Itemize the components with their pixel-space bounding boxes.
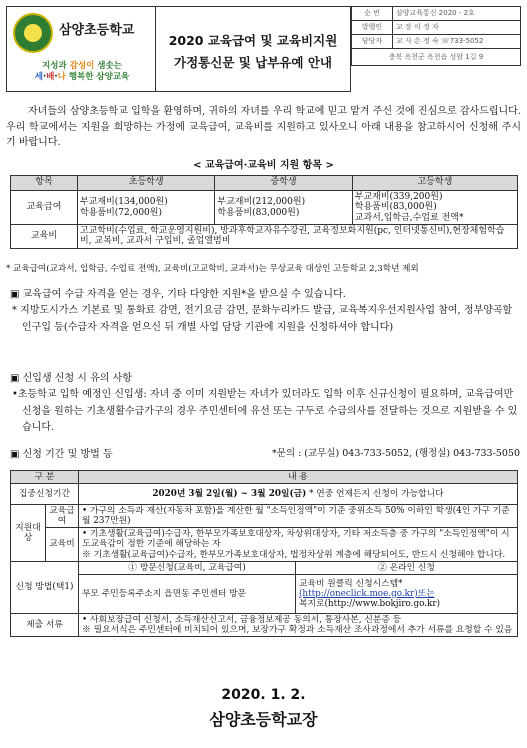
table-header: 고등학생: [352, 176, 517, 191]
intro-paragraph: 자녀들의 삼양초등학교 입학을 환영하며, 귀하의 자녀를 우리 학교에 믿고 맡겨 주신 것에 진심으로 감사드립니다. 우리 학교에서는 지원을 희망하는 가정에 교육급여, 교육비를 지원하고 있사오니 아래 내용을 참고하시어 신청해 주시기 바랍니다.: [6, 106, 521, 148]
notice-heading: ▣ 신청 기간 및 방법 등: [10, 449, 113, 460]
inquiry-phone: *문의 : (교무실) 043-733-5052, (행정실) 043-733-5050: [271, 448, 520, 459]
letterhead: [6, 6, 521, 92]
slogan-word: 세: [34, 72, 43, 83]
notice-detail: * 지방도시가스 기본료 및 통화료 감면, 전기요금 감면, 문화누리카드 발급, 교육복지우선지원사업 참여, 정부양곡할인구입 등(수급자 자격을 얻으신 뒤 개별 사업 담당 기관에 지원을 신청하셔야 합니다): [12, 305, 513, 333]
table-row: [11, 528, 518, 561]
slogan-word: 나: [57, 72, 66, 83]
table-cell: [78, 191, 215, 225]
table-cell: [352, 191, 517, 225]
row-sublabel: 교육급여: [46, 505, 79, 528]
table-row: [11, 613, 518, 636]
cell-line: 학용품비(72,000원): [80, 207, 162, 218]
cell-line: • 기초생활(교육급여)수급자, 한부모가족보호대상자, 차상위대상자, 기타 저소득층 중 가구의 "소득인정액"이 시도교육감이 정한 기준에 해당하는 자: [82, 529, 510, 550]
table-row: [11, 574, 518, 613]
cell-line: ※ 필요서식은 주민센터에 비치되어 있으며, 보장가구 확정과 소득재산 조사과정에서 추가 서류를 요청할 수 있음: [82, 624, 513, 635]
slogan-word: 지성과: [42, 61, 67, 71]
period-dates: 2020년 3월 2일(월) ~ 3월 20일(금): [152, 489, 307, 500]
table-row: [11, 191, 518, 225]
notice-other-support: [10, 286, 520, 336]
slogan-word: 배: [46, 72, 55, 83]
table-cell: [79, 613, 518, 636]
table-cell: 부모 주민등록주소지 읍면동 주민센터 방문: [79, 574, 296, 613]
period-note: * 연중 언제든지 신청이 가능합니다: [309, 489, 444, 500]
cell-line: 교과서,입학금,수업료 전액*: [354, 212, 464, 223]
school-slogan: [13, 61, 151, 84]
cell-line: 학용품비(83,000원): [217, 207, 300, 218]
row-label: 집중신청기간: [11, 484, 79, 505]
slogan-dot: ·: [54, 72, 58, 83]
cell-line: 학용품비(83,000원): [354, 202, 437, 213]
slogan-word: 샘솟는: [97, 61, 122, 71]
table-cell: [79, 528, 518, 561]
apply-table: [10, 470, 518, 637]
school-logo-box: [6, 6, 156, 92]
cell-line: 교육비 원클릭 신청시스템*: [299, 578, 403, 589]
table-cell: • 가구의 소득과 재산(자동차 포함)을 계산한 월 "소득인정액"이 기준 중위소득 50% 이하인 학생(4인 가구 기준 월 237만원): [79, 505, 518, 528]
title-line-2: 가정통신문 및 납부유예 안내: [174, 55, 332, 70]
row-label: 제출 서류: [11, 613, 79, 636]
table-header: 내 용: [79, 471, 518, 484]
issue-date: 2020. 1. 2.: [221, 687, 306, 703]
cell-line: ※ 기초생활(교육급여)수급자, 한부모가족보호대상자, 법정차상위 계층에 해당되어도, 반드시 신청해야 합니다.: [82, 549, 506, 560]
row-sublabel: 교육비: [46, 528, 79, 561]
cell-line: 부교재비(339,200원): [354, 192, 443, 202]
footnote: * 교육급여(교과서, 입학금, 수업료 전액), 교육비(고교학비, 교과서)는 무상교육 대상인 고등학교 2,3학년 제외: [6, 264, 419, 274]
table-header: 항목: [11, 176, 78, 191]
support-table-title: < 교육급여·교육비 지원 항목 >: [193, 160, 334, 171]
table-row: [11, 561, 518, 574]
table-cell: [296, 574, 518, 613]
meta-key: 담당자: [352, 35, 393, 49]
table-header: 구 분: [11, 471, 79, 484]
notice-heading: ▣ 신입생 신청 시 유의 사항: [10, 373, 132, 384]
publication-info: [351, 6, 521, 66]
slogan-word: 행복한 삼양교육: [68, 72, 130, 83]
title-line-1: 2020 교육급여 및 교육비지원: [168, 33, 338, 48]
meta-value: 교 장 이 정 자: [393, 21, 521, 35]
meta-value: 삼양교육통신 2020 - 2호: [393, 7, 521, 21]
row-label: 지원대상: [11, 505, 46, 562]
table-row: [11, 225, 518, 249]
row-label: 교육비: [11, 225, 78, 249]
cell-line: 부교재비(212,000원): [217, 197, 306, 208]
school-address: 충북 옥천군 옥천읍 성암 1길 9: [352, 49, 521, 66]
table-row: [11, 505, 518, 528]
table-cell: [215, 191, 352, 225]
cell-line: 부교재비(134,000원): [80, 197, 168, 208]
meta-value: 교 사 손 정 숙 ☏733-5052: [393, 35, 521, 49]
table-cell: [79, 484, 518, 505]
principal-signature: 삼양초등학교장: [209, 710, 318, 729]
method-title: ② 온라인 신청: [296, 561, 518, 574]
oneclick-link[interactable]: (http://oneclick.moe.go.kr)또는: [299, 588, 435, 599]
row-label: 신청 방법(택1): [11, 561, 79, 613]
table-cell: 고교학비(수업료, 학교운영지원비), 방과후학교자유수강권, 교육정보화지원(pc, 인터넷통신비),현장체험학습비, 교복비, 교과서 구입비, 졸업앨범비: [78, 225, 518, 249]
table-header: 초등학생: [78, 176, 215, 191]
table-row: [11, 484, 518, 505]
notice-heading: ▣ 교육급여 수급 자격을 얻는 경우, 기타 다양한 지원*을 받으실 수 있습니다.: [10, 289, 346, 300]
meta-key: 순 번: [352, 7, 393, 21]
cell-line: • 사회보장급여 신청서, 소득재산신고서, 금융정보제공 동의서, 통장사본, 신분증 등: [82, 614, 402, 625]
notice-title: [156, 6, 351, 92]
table-header: 중학생: [215, 176, 352, 191]
school-emblem-icon: [13, 13, 53, 53]
slogan-dot: ·: [42, 72, 47, 83]
slogan-word: 감성이: [69, 61, 95, 71]
method-title: ① 방문신청(교육비, 교육급여): [79, 561, 296, 574]
row-label: 교육급여: [11, 191, 78, 225]
support-table: [10, 175, 518, 249]
notice-detail: •초등학교 입학 예정인 신입생: 자녀 중 이미 지원받는 자녀가 있더라도 입학 이후 신규신청이 필요하며, 교육급여만 신청을 원하는 기초생활수급가구의 경우 주민센터에 유선 또는 구두로 수급의사를 전달하는 것으로 지원받을 수 있습니다.: [12, 389, 518, 433]
school-name: 삼양초등학교: [59, 23, 135, 38]
meta-key: 발행인: [352, 21, 393, 35]
notice-newcomer: [10, 370, 520, 437]
bokjiro-link[interactable]: 복지로(http://www.bokjiro.go.kr): [299, 598, 441, 609]
notice-apply: [10, 446, 520, 463]
